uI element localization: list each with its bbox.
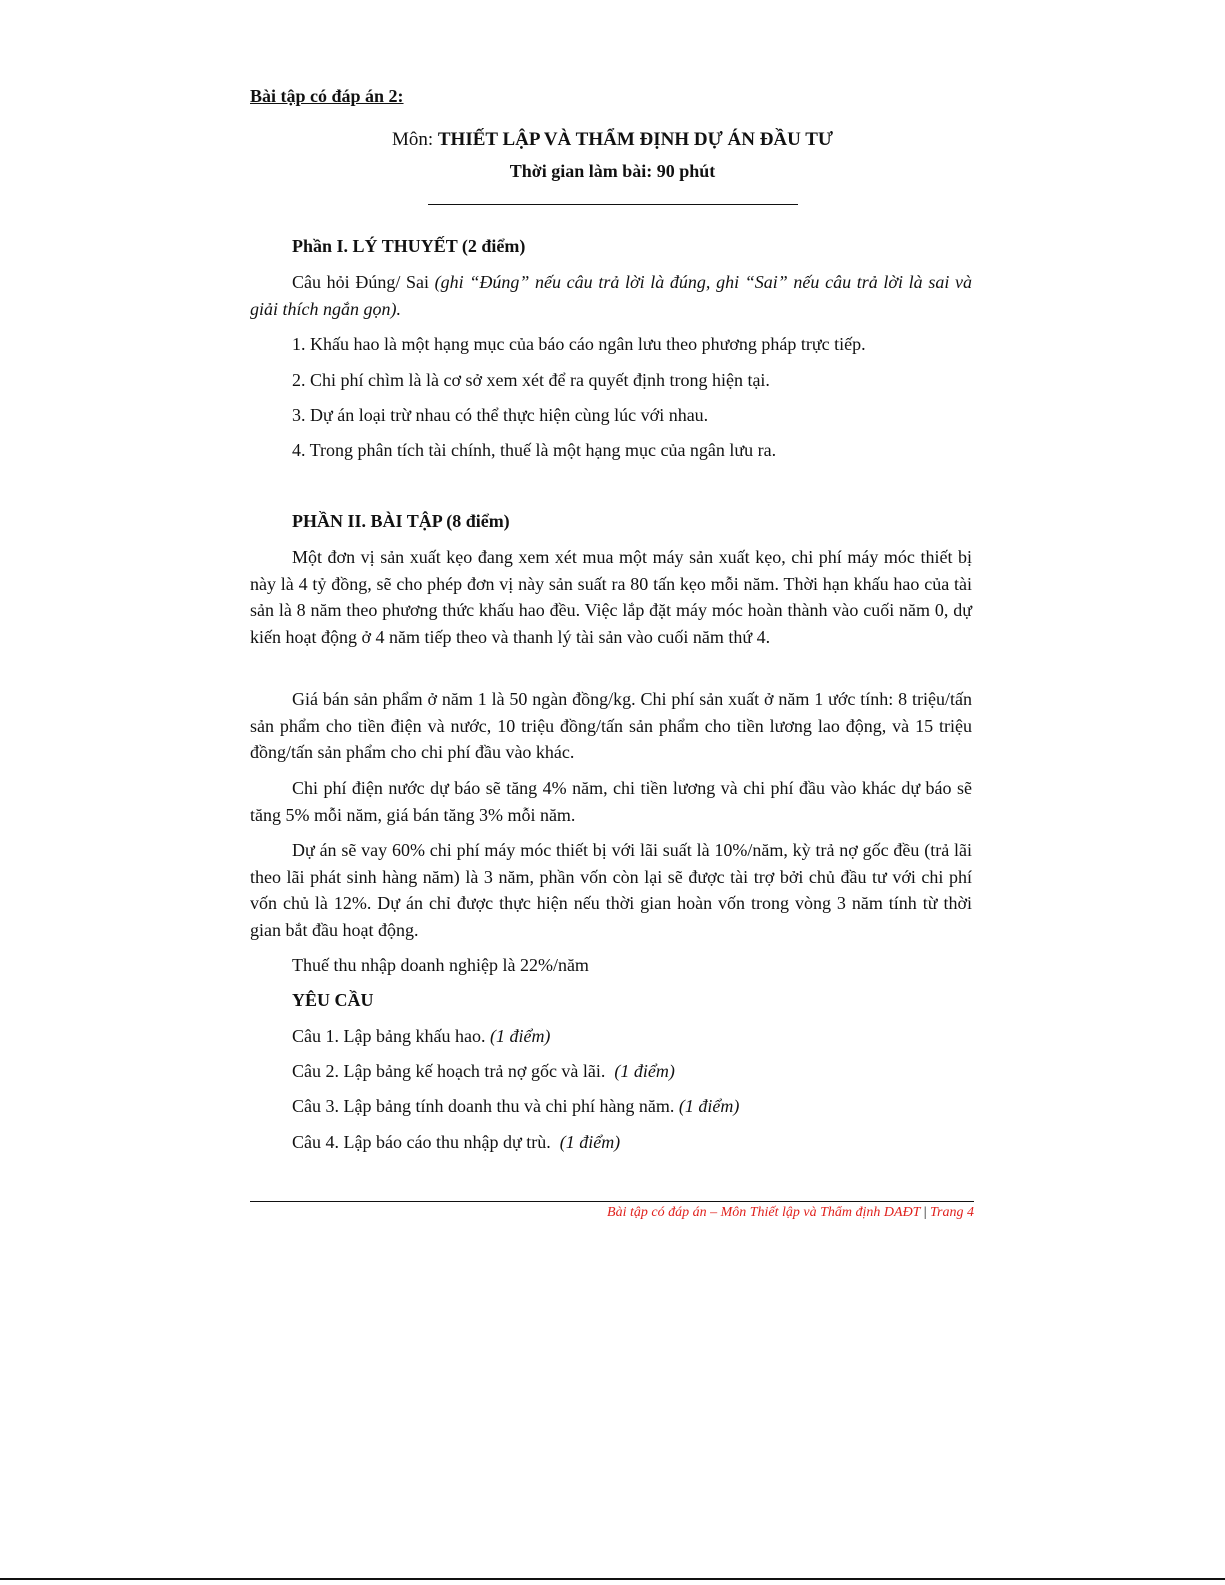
theory-item: 2. Chi phí chìm là là cơ sở xem xét để ra quyết định trong hiện tại.: [292, 370, 770, 390]
subject-name: THIẾT LẬP VÀ THẨM ĐỊNH DỰ ÁN ĐẦU TƯ: [437, 129, 834, 150]
exercise-heading: Bài tập có đáp án 2:: [250, 86, 404, 106]
question-points: (1 điểm): [489, 1026, 551, 1046]
part1-intro-plain: Câu hỏi Đúng/ Sai: [292, 272, 429, 292]
exam-time: Thời gian làm bài: 90 phút: [509, 161, 716, 181]
problem-paragraph: Chi phí điện nước dự báo sẽ tăng 4% năm, chi tiền lương và chi phí đầu vào khác dự báo sẽ tăng 5% mỗi năm, giá bán tăng 3% mỗi năm.: [250, 778, 972, 825]
theory-item: 4. Trong phân tích tài chính, thuế là một hạng mục của ngân lưu ra.: [292, 440, 777, 460]
subject-prefix: Môn:: [391, 129, 434, 150]
page-number: Trang 4: [930, 1205, 974, 1220]
question-text: Câu 2. Lập bảng kế hoạch trả nợ gốc và lãi.: [292, 1061, 606, 1081]
part1-intro-italic: (ghi “Đúng” nếu câu trả lời là đúng, ghi “Sai” nếu câu trả lời là sai và giải thích ngắn gọn).: [250, 272, 973, 319]
requirements-title: YÊU CẦU: [292, 990, 374, 1010]
part1-title: Phần I. LÝ THUYẾT (2 điểm): [292, 236, 526, 256]
footer-text: Bài tập có đáp án – Môn Thiết lập và Thẩm định DAĐT: [607, 1205, 921, 1220]
footer-divider: [250, 1201, 974, 1202]
question-text: Câu 3. Lập bảng tính doanh thu và chi phí hàng năm.: [292, 1096, 675, 1116]
question-text: Câu 4. Lập báo cáo thu nhập dự trù.: [292, 1132, 551, 1152]
question-points: (1 điểm): [678, 1096, 740, 1116]
question-item: [292, 1061, 675, 1082]
question-item: [292, 1132, 620, 1153]
question-text: Câu 1. Lập bảng khấu hao.: [292, 1026, 486, 1046]
question-item: [292, 1096, 739, 1117]
question-points: (1 điểm): [614, 1061, 675, 1081]
page-footer: [250, 1205, 974, 1221]
footer-separator: |: [923, 1205, 927, 1220]
problem-paragraph: Một đơn vị sản xuất kẹo đang xem xét mua một máy sản xuất kẹo, chi phí máy móc thiết bị này là 4 tỷ đồng, sẽ cho phép đơn vị này sản suất ra 80 tấn kẹo mỗi năm. Thời hạn khấu hao của tài sản là 8 năm theo phương thức khấu hao đều. Việc lắp đặt máy móc hoàn thành vào cuối năm 0, dự kiến hoạt động ở 4 năm tiếp theo và thanh lý tài sản vào cuối năm thứ 4.: [250, 547, 972, 647]
theory-item: 1. Khấu hao là một hạng mục của báo cáo ngân lưu theo phương pháp trực tiếp.: [292, 334, 866, 354]
problem-paragraph: Dự án sẽ vay 60% chi phí máy móc thiết bị với lãi suất là 10%/năm, kỳ trả nợ gốc đều (trả lãi theo lãi phát sinh hàng năm) là 3 năm, phần vốn còn lại sẽ được tài trợ bởi chủ đầu tư với chi phí vốn chủ là 12%. Dự án chỉ được thực hiện nếu thời gian hoàn vốn trong vòng 3 năm tính từ thời gian bắt đầu hoạt động.: [250, 840, 972, 940]
theory-item: 3. Dự án loại trừ nhau có thể thực hiện cùng lúc với nhau.: [292, 405, 709, 425]
subject-line: [0, 129, 1225, 151]
problem-paragraph: Giá bán sản phẩm ở năm 1 là 50 ngàn đồng/kg. Chi phí sản xuất ở năm 1 ước tính: 8 triệu/tấn sản phẩm cho tiền điện và nước, 10 triệu đồng/tấn sản phẩm cho tiền lương lao động, và 15 triệu đồng/tấn sản phẩm cho chi phí đầu vào khác.: [250, 689, 972, 762]
part2-title: PHẦN II. BÀI TẬP (8 điểm): [292, 511, 510, 531]
page-bottom-edge: [0, 1578, 1225, 1580]
question-item: [292, 1026, 550, 1047]
title-divider: [428, 204, 798, 205]
part1-intro: [250, 269, 972, 322]
question-points: (1 điểm): [559, 1132, 621, 1152]
tax-rate: Thuế thu nhập doanh nghiệp là 22%/năm: [292, 955, 589, 975]
